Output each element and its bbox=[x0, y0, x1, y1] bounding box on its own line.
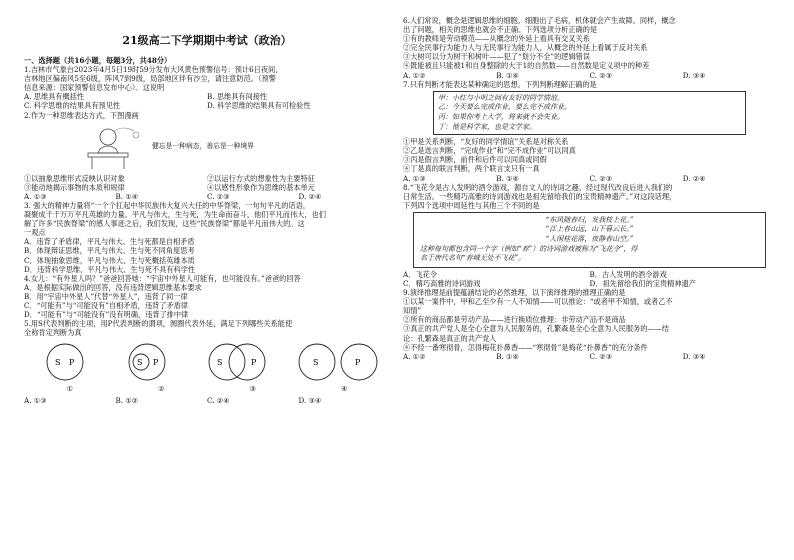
option-c: C. ②③ bbox=[589, 351, 613, 361]
option-d: D．祖先留给我们的宝贵精神遗产 bbox=[589, 278, 696, 288]
svg-text:P: P bbox=[153, 358, 159, 368]
venn-diagram-3 bbox=[199, 342, 275, 382]
option-d: D．“可能有”与“可能没有”没有明确，违背了排中律 bbox=[24, 310, 189, 320]
option-a: A. ①③ bbox=[403, 173, 426, 183]
right-column bbox=[403, 16, 776, 361]
option-d: D. ③④ bbox=[682, 351, 706, 361]
option-d: D. ②④ bbox=[298, 191, 322, 201]
section-heading: 一、选择题（共16小题，每题3分，共48分） bbox=[24, 56, 172, 65]
svg-text:S: S bbox=[313, 358, 319, 368]
option-a: A. ①② bbox=[403, 70, 426, 80]
option-d: D．违背科学思维，平凡与伟大、生与死不具有科学性 bbox=[24, 264, 196, 274]
svg-text:S: S bbox=[55, 358, 61, 368]
cartoon-illustration-icon bbox=[84, 123, 146, 171]
option-c: C．“可能有”与“可能没有”自相矛盾，违背了矛盾律 bbox=[24, 300, 188, 310]
option-d: D. 科学思维的结果具有可检验性 bbox=[207, 101, 311, 111]
cartoon-caption: 健忘是一种病态，善忘是一种境界 bbox=[152, 142, 254, 151]
exam-title: 21级高二下学期期中考试（政治） bbox=[122, 34, 292, 47]
question-1: 1.吉林市气象台2023年4月5日19时59分发布大风黄色预警信号：预计6日夜间， 吉林地区偏南风5至6级，阵风7到9级，局部地区伴有沙尘，请注意防范。（预警 信息来源：国家预警信息发布中心）。这说明 A. 思维具有概括性 B. 思维具有间接性 C. 科学思维的结果具有预见性 D. 科学思维的结果具有可检验性 bbox=[24, 65, 390, 110]
option-b: B. ①④ bbox=[115, 191, 139, 201]
option-b: B. ①④ bbox=[496, 173, 519, 183]
svg-text:P: P bbox=[251, 358, 257, 368]
left-column bbox=[24, 56, 390, 406]
svg-text:P: P bbox=[69, 358, 75, 368]
option-d: D. ③④ bbox=[682, 70, 706, 80]
option-b: B．用“宇宙中外星人”代替“外星人”，违背了同一律 bbox=[24, 291, 188, 301]
cartoon bbox=[84, 122, 390, 172]
option-a: A．飞花令 bbox=[403, 269, 437, 279]
question-9: 9.演绎推理是前提蕴涵结论的必然推理，以下演绎推理的推理正确的是 ①以某一案件中，甲和乙至少有一人不知情——可以推论：“或者甲不知情，或者乙不 知情” ②所有的商品都是劳动产品——进行换质位推理：非劳动产品不是商品 ③真正的共产党人是全心全意为人民服务的，孔繁森是全心全意为人民服务的——结 论：孔繁森是真正的共产党人 ④不经一番寒彻骨，怎得梅花扑鼻香——“寒彻骨”是梅花“扑鼻香”的充分条件 A. ①② B. ①④ C. ②③ D. ③④ bbox=[403, 288, 776, 361]
option-d: D. ③④ bbox=[298, 396, 322, 406]
option-b: B．古人发明的酒令游戏 bbox=[589, 269, 667, 279]
option-a: A. ①③ bbox=[24, 191, 47, 201]
question-2: 2.作为一种思维表达方式，下图漫画 健忘是一种病态，善忘是一种境界 ①以抽象思维形式反映认识对象 ②以运行方式的想象性为主要特征 ③能动地揭示事物的本质和规律 ④以感性形象作为思维的基本单元 A. ①③ B. ①④ C. ②③ D. ②④ bbox=[24, 111, 390, 201]
svg-text:S: S bbox=[137, 358, 143, 368]
venn-diagram-1 bbox=[35, 342, 95, 382]
svg-text:P: P bbox=[355, 358, 361, 368]
option-b: B. ①② bbox=[115, 396, 139, 406]
option-b: B. ①④ bbox=[496, 70, 519, 80]
option-b: B. ①④ bbox=[496, 351, 519, 361]
question-4: 4.女儿：“有外星人吗？”爸爸回答她：“宇宙中外星人可能有，也可能没有。”爸爸的回答 A．是根据实际做出的回答，没有违背逻辑思维基本要求 B．用“宇宙中外星人”代替“外星人”，违背了同一律 C．“可能有”与“可能没有”自相矛盾，违背了矛盾律 D．“可能有”与“可能没有”没有明确，违背了排中律 bbox=[24, 274, 390, 319]
poem-box: “东风随春归，发我枝上花。” “江上春山远，山下暮云长。” “人闲桂花落，夜静春山空。” 这种每句都包含同一个字（例如“春”）的诗词游戏被称为“飞花令”，得 名于唐代名句“春城无处不飞花”。 bbox=[413, 212, 766, 268]
option-d: D. ②④ bbox=[682, 173, 706, 183]
question-8: 8.“飞花令是古人发明的酒令游戏，源自文人的诗词之趣，经过现代改良后进入我们的 日常生活。一些精巧高雅的诗词游戏也是祖先留给我们的宝贵精神遗产。”对这段话理， 下列四个选项中周延性与其他三个不同的是 “东风随春归，发我枝上花。” “江上春山远，山下暮云长。” “人闲桂花落，夜静春山空。” 这种每句都包含同一个字（例如“春”）的诗词游戏被称为“飞花令”，得 名于唐代名句“春城无处不飞花”。 A．飞花令 B．古人发明的酒令游戏 C．精巧高雅的诗词游戏 D．祖先留给我们的宝贵精神遗产 bbox=[403, 183, 776, 288]
option-a: A. ①② bbox=[403, 351, 426, 361]
option-b: B. 思维具有间接性 bbox=[207, 92, 268, 102]
option-c: C. ②③ bbox=[207, 191, 230, 201]
venn-diagrams bbox=[24, 339, 390, 385]
statements-box: 甲：小红与小明之间有友好的同学情谊。 乙：今天要么完成作业，要么完不成作业。 丙：如果你考上大学，将来就不会失业。 丁：他是科学家，也是文学家。 bbox=[433, 91, 746, 135]
option-c: C．精巧高雅的诗词游戏 bbox=[403, 278, 481, 288]
option-a: A. 思维具有概括性 bbox=[24, 92, 85, 102]
question-7: 7.只有判断才能表达某种确定的思想。下列判断理解正确的是 甲：小红与小明之间有友好的同学情谊。 乙：今天要么完成作业，要么完不成作业。 丙：如果你考上大学，将来就不会失业。 丁：他是科学家，也是文学家。 ①甲是关系判断，“友好的同学情谊”关系是对称关系 ②乙是选言判断，“完成作业”和“完不成作业”可以同真 ③丙是假言判断，前件和后件可以同真或同假 ④丁是真的联言判断，两个联言支只有一真 A. ①③ B. ①④ C. ②③ D. ②④ bbox=[403, 80, 776, 183]
option-c: C. ②④ bbox=[207, 396, 230, 406]
venn-diagram-4 bbox=[297, 342, 379, 382]
option-a: A．是根据实际做出的回答，没有违背逻辑思维基本要求 bbox=[24, 282, 202, 292]
option-b: B．体现辩证思维，平凡与伟大、生与死不同角度思考 bbox=[24, 246, 195, 256]
venn-diagram-2 bbox=[117, 342, 177, 382]
option-a: A. ①③ bbox=[24, 396, 47, 406]
question-3: 3. 强大的精神力量将“一个个扛起中华民族伟大复兴大任的中华脊梁，一句句平凡的话语， 凝聚成千千万万平凡英雄的力量。平凡与伟大，生与死，为生命而奋斗，他们平凡而伟大，也们 解了许多“民族脊梁”的感人事迹之后，我们发现，这些“民族脊梁”都是平凡而伟大的。这 一观点 A．违背了矛盾律，平凡与伟大、生与死都是自相矛盾 B．体现辩证思维，平凡与伟大、生与死不同角度思考 C．体现抽象思维，平凡与伟大、生与死概括英雄本质 D．违背科学思维，平凡与伟大、生与死不具有科学性 bbox=[24, 201, 390, 274]
option-c: C．体现抽象思维，平凡与伟大、生与死概括英雄本质 bbox=[24, 255, 195, 265]
option-a: A．违背了矛盾律，平凡与伟大、生与死都是自相矛盾 bbox=[24, 237, 195, 247]
svg-text:S: S bbox=[217, 358, 223, 368]
option-c: C. 科学思维的结果具有预见性 bbox=[24, 101, 121, 111]
option-c: C. ②③ bbox=[589, 173, 613, 183]
option-c: C. ②③ bbox=[589, 70, 613, 80]
question-5: 5.用S代表判断的主项，用P代表判断的谓项，圆圈代表外延，满足下列哪些关系能使 全称肯定判断为真 S P S P S P S P ① ② ③ ④ A. ①③ B. ①② C. ②④ D. ③④ bbox=[24, 319, 390, 405]
question-6: 6.人们常说，概念是逻辑思维的细胞。细胞出了毛病，机体就会产生故障。同样，概念 出了问题，相关的思维也就会不正确。下列选项分析正确的是 ①有的教师是劳动模范——从概念的外延上看具有交叉关系 ②完全民事行为能力人与无民事行为能力人，从概念的外延上看属于反对关系 ③大树可以分为树干和树叶——犯了“划分不全”的逻辑错误 ④既能被且只能被1和自身整除的大于1的自然数——自然数是定义项中的种差 A. ①② B. ①④ C. ②③ D. ③④ bbox=[403, 16, 776, 80]
